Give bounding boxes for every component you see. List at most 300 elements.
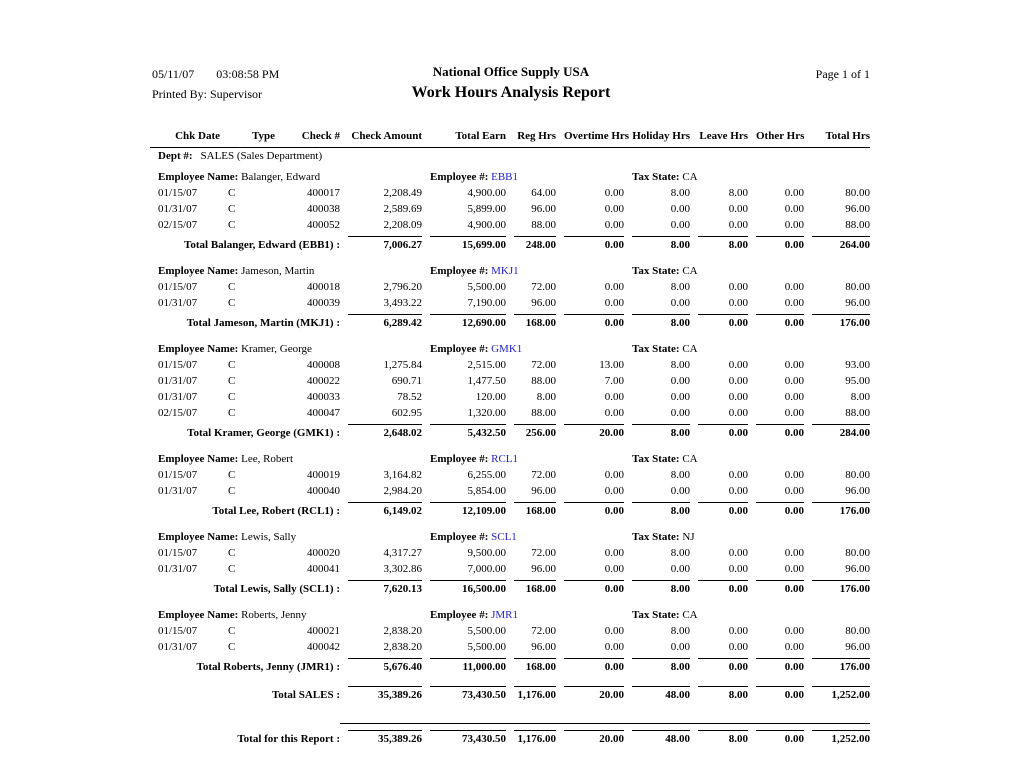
spacer-row (150, 519, 870, 527)
employee-name-label: Employee Name: (158, 171, 239, 183)
employee-name-value: Kramer, George (238, 343, 312, 355)
cell-total-hrs (804, 655, 870, 675)
tax-state-value: CA (679, 609, 698, 621)
cell-holiday-hrs: 0.00 (670, 641, 690, 653)
spacer-cell (150, 703, 870, 721)
employee-number-value[interactable]: GMK1 (488, 343, 523, 355)
cell-reg-hrs: 8.00 (536, 391, 556, 403)
column-header-overtime-hrs (556, 128, 630, 148)
check-row (150, 373, 870, 389)
cell-other-hrs: 0.00 (784, 641, 804, 653)
cell-overtime-hrs (556, 499, 624, 519)
cell-reg-hrs (506, 499, 556, 519)
total-value: 8.00 (632, 580, 690, 596)
cell-chk-date: 01/15/07 (158, 547, 198, 559)
cell-check-amount (340, 233, 422, 253)
total-value: 0.00 (698, 658, 748, 674)
employee-number-value[interactable]: RCL1 (488, 453, 519, 465)
cell-type: C (228, 407, 236, 419)
cell-check-number: 400019 (307, 469, 340, 481)
employee-total-label: Total Balanger, Edward (EBB1) : (184, 239, 340, 251)
cell-other-hrs (748, 683, 804, 703)
total-value: 73,430.50 (430, 730, 506, 746)
cell-reg-hrs: 96.00 (531, 297, 556, 309)
total-value: 0.00 (564, 580, 624, 596)
cell-other-hrs (748, 727, 804, 747)
total-value: 0.00 (756, 314, 804, 330)
employee-number-value[interactable]: JMR1 (488, 609, 519, 621)
employee-number-cell (422, 605, 624, 623)
tax-state-cell (624, 449, 870, 467)
employee-number-label: Employee #: (430, 171, 489, 183)
column-header-check-amount (340, 128, 422, 148)
total-value: 1,176.00 (514, 730, 556, 746)
cell-total-hrs (804, 421, 870, 441)
printed-by: Printed By: Supervisor (152, 87, 262, 101)
spacer-row (150, 675, 870, 683)
print-date: 05/11/07 (152, 67, 195, 81)
cell-type: C (228, 469, 236, 481)
cell-total-hrs (804, 727, 870, 747)
check-row (150, 639, 870, 655)
cell-leave-hrs (690, 727, 748, 747)
cell-leave-hrs: 0.00 (728, 359, 748, 371)
employee-header-row (150, 605, 870, 623)
total-value: 0.00 (698, 580, 748, 596)
employee-name-value: Lee, Robert (238, 453, 294, 465)
total-value: 176.00 (812, 580, 870, 596)
cell-leave-hrs: 0.00 (728, 625, 748, 637)
total-value: 0.00 (756, 658, 804, 674)
employee-name-label: Employee Name: (158, 453, 239, 465)
total-value: 1,176.00 (514, 686, 556, 702)
cell-holiday-hrs (624, 311, 690, 331)
cell-check-amount (340, 655, 422, 675)
cell-holiday-hrs (624, 421, 690, 441)
cell-overtime-hrs: 0.00 (604, 281, 624, 293)
cell-check-amount: 2,838.20 (383, 641, 422, 653)
cell-total-earn: 120.00 (475, 391, 506, 403)
cell-leave-hrs: 0.00 (728, 281, 748, 293)
employee-name-cell (150, 261, 422, 279)
employee-total-label: Total Roberts, Jenny (JMR1) : (196, 661, 340, 673)
tax-state-label: Tax State: (632, 265, 680, 277)
check-row (150, 295, 870, 311)
column-header-label: Total Hrs (825, 130, 870, 142)
cell-chk-date: 01/31/07 (158, 203, 198, 215)
cell-total-hrs: 80.00 (845, 281, 870, 293)
total-value: 8.00 (632, 502, 690, 518)
sales-total-label: Total SALES : (271, 689, 340, 701)
cell-other-hrs: 0.00 (784, 563, 804, 575)
employee-name-cell (150, 167, 422, 185)
cell-chk-date: 01/31/07 (158, 641, 198, 653)
column-header-label: Chk Date (175, 130, 220, 142)
cell-reg-hrs (506, 577, 556, 597)
cell-check-number: 400020 (307, 547, 340, 559)
cell-total-earn (422, 499, 506, 519)
cell-overtime-hrs: 0.00 (604, 187, 624, 199)
cell-total-hrs: 93.00 (845, 359, 870, 371)
total-value: 20.00 (564, 424, 624, 440)
cell-check-amount: 1,275.84 (383, 359, 422, 371)
cell-holiday-hrs: 8.00 (670, 281, 690, 293)
cell-other-hrs: 0.00 (784, 485, 804, 497)
total-value: 168.00 (514, 580, 556, 596)
cell-check-amount: 690.71 (391, 375, 422, 387)
cell-check-amount: 2,796.20 (383, 281, 422, 293)
cell-other-hrs: 0.00 (784, 203, 804, 215)
cell-overtime-hrs: 0.00 (604, 563, 624, 575)
cell-overtime-hrs: 0.00 (604, 625, 624, 637)
cell-check-number: 400042 (307, 641, 340, 653)
cell-reg-hrs (506, 727, 556, 747)
cell-holiday-hrs: 0.00 (670, 391, 690, 403)
cell-chk-date: 01/31/07 (158, 563, 198, 575)
cell-type: C (228, 625, 236, 637)
cell-overtime-hrs (556, 233, 624, 253)
total-value: 0.00 (756, 424, 804, 440)
cell-leave-hrs: 0.00 (728, 297, 748, 309)
total-value: 6,289.42 (348, 314, 422, 330)
total-value: 5,676.40 (348, 658, 422, 674)
employee-name-value: Lewis, Sally (238, 531, 297, 543)
total-value: 8.00 (632, 658, 690, 674)
cell-chk-date: 01/15/07 (158, 625, 198, 637)
cell-holiday-hrs (624, 683, 690, 703)
cell-check-number: 400008 (307, 359, 340, 371)
cell-total-earn: 7,000.00 (467, 563, 506, 575)
cell-check-amount: 2,984.20 (383, 485, 422, 497)
cell-reg-hrs: 96.00 (531, 563, 556, 575)
cell-overtime-hrs: 7.00 (604, 375, 624, 387)
total-value: 0.00 (564, 658, 624, 674)
cell-leave-hrs: 0.00 (728, 391, 748, 403)
total-value: 8.00 (632, 236, 690, 252)
column-header-total-hrs (804, 128, 870, 148)
cell-check-amount: 2,838.20 (383, 625, 422, 637)
cell-holiday-hrs (624, 499, 690, 519)
total-value: 11,000.00 (430, 658, 506, 674)
cell-other-hrs: 0.00 (784, 547, 804, 559)
cell-overtime-hrs: 0.00 (604, 203, 624, 215)
cell-total-earn (422, 233, 506, 253)
column-header-chk-date (150, 128, 220, 148)
total-value: 0.00 (698, 502, 748, 518)
spacer-row (150, 253, 870, 261)
total-value: 0.00 (698, 424, 748, 440)
cell-leave-hrs: 8.00 (728, 187, 748, 199)
check-row (150, 405, 870, 421)
employee-total-row (150, 577, 870, 597)
cell-leave-hrs (690, 655, 748, 675)
total-value: 12,109.00 (430, 502, 506, 518)
dept-row (150, 148, 870, 165)
check-row (150, 279, 870, 295)
column-header-type (220, 128, 275, 148)
employee-name-label: Employee Name: (158, 609, 239, 621)
cell-check-number: 400033 (307, 391, 340, 403)
cell-other-hrs: 0.00 (784, 625, 804, 637)
cell-holiday-hrs: 8.00 (670, 547, 690, 559)
spacer-cell (150, 675, 870, 683)
total-value: 0.00 (564, 236, 624, 252)
cell-holiday-hrs: 0.00 (670, 485, 690, 497)
report-total-label: Total for this Report : (237, 733, 340, 745)
cell-other-hrs: 0.00 (784, 281, 804, 293)
cell-check-amount (340, 499, 422, 519)
cell-holiday-hrs: 0.00 (670, 375, 690, 387)
total-value: 48.00 (632, 730, 690, 746)
cell-leave-hrs: 0.00 (728, 407, 748, 419)
total-value: 15,699.00 (430, 236, 506, 252)
column-header-label: Check # (301, 130, 340, 142)
total-value: 168.00 (514, 658, 556, 674)
cell-type: C (228, 547, 236, 559)
total-value: 264.00 (812, 236, 870, 252)
total-value: 0.00 (756, 686, 804, 702)
cell-reg-hrs: 96.00 (531, 641, 556, 653)
employee-number-label: Employee #: (430, 609, 489, 621)
check-row (150, 467, 870, 483)
cell-check-amount: 4,317.27 (383, 547, 422, 559)
check-row (150, 623, 870, 639)
employee-number-cell (422, 339, 624, 357)
cell-total-earn: 6,255.00 (467, 469, 506, 481)
cell-chk-date: 02/15/07 (158, 219, 198, 231)
check-row (150, 483, 870, 499)
cell-total-hrs: 8.00 (850, 391, 870, 403)
cell-holiday-hrs: 8.00 (670, 469, 690, 481)
cell-reg-hrs: 96.00 (531, 485, 556, 497)
employee-name-cell (150, 449, 422, 467)
cell-check-number: 400039 (307, 297, 340, 309)
total-value: 0.00 (698, 314, 748, 330)
total-value: 248.00 (514, 236, 556, 252)
employee-total-row (150, 311, 870, 331)
cell-overtime-hrs (556, 655, 624, 675)
employee-total-row (150, 655, 870, 675)
cell-holiday-hrs (624, 577, 690, 597)
tax-state-label: Tax State: (632, 171, 680, 183)
cell-total-hrs: 88.00 (845, 219, 870, 231)
cell-overtime-hrs: 0.00 (604, 485, 624, 497)
cell-overtime-hrs: 0.00 (604, 391, 624, 403)
total-value: 7,620.13 (348, 580, 422, 596)
cell-overtime-hrs: 0.00 (604, 641, 624, 653)
spacer-cell (150, 253, 870, 261)
cell-other-hrs (748, 655, 804, 675)
cell-total-earn: 9,500.00 (467, 547, 506, 559)
cell-check-number: 400040 (307, 485, 340, 497)
spacer-row (150, 703, 870, 721)
cell-chk-date: 01/15/07 (158, 281, 198, 293)
total-value: 20.00 (564, 686, 624, 702)
cell-reg-hrs (506, 421, 556, 441)
total-value: 0.00 (564, 502, 624, 518)
cell-reg-hrs: 88.00 (531, 219, 556, 231)
cell-leave-hrs (690, 577, 748, 597)
employee-number-value[interactable]: SCL1 (488, 531, 517, 543)
cell-check-number: 400018 (307, 281, 340, 293)
cell-total-earn: 1,477.50 (467, 375, 506, 387)
cell-holiday-hrs (624, 233, 690, 253)
cell-check-number: 400017 (307, 187, 340, 199)
cell-holiday-hrs: 0.00 (670, 297, 690, 309)
cell-overtime-hrs (556, 683, 624, 703)
employee-number-value[interactable]: EBB1 (488, 171, 519, 183)
total-value: 8.00 (632, 424, 690, 440)
cell-chk-date: 01/31/07 (158, 375, 198, 387)
column-header-label: Check Amount (351, 130, 422, 142)
cell-leave-hrs: 0.00 (728, 375, 748, 387)
dept-value: SALES (Sales Department) (200, 150, 323, 162)
cell-reg-hrs: 72.00 (531, 359, 556, 371)
cell-reg-hrs: 72.00 (531, 547, 556, 559)
tax-state-cell (624, 167, 870, 185)
report-title: Work Hours Analysis Report (411, 84, 611, 101)
cell-check-amount: 3,493.22 (383, 297, 422, 309)
cell-total-earn: 5,500.00 (467, 625, 506, 637)
total-value: 0.00 (756, 236, 804, 252)
cell-check-number: 400052 (307, 219, 340, 231)
cell-check-amount: 3,164.82 (383, 469, 422, 481)
tax-state-label: Tax State: (632, 531, 680, 543)
cell-total-earn: 4,900.00 (467, 219, 506, 231)
cell-chk-date: 01/15/07 (158, 469, 198, 481)
work-hours-report (150, 62, 872, 747)
cell-check-amount: 2,208.09 (383, 219, 422, 231)
check-row (150, 545, 870, 561)
cell-check-amount: 3,302.86 (383, 563, 422, 575)
cell-overtime-hrs: 13.00 (599, 359, 624, 371)
cell-check-amount: 2,208.49 (383, 187, 422, 199)
column-header-label: Reg Hrs (517, 130, 556, 142)
column-header-holiday-hrs (624, 128, 690, 148)
spacer-row (150, 597, 870, 605)
total-value: 0.00 (756, 502, 804, 518)
total-value: 73,430.50 (430, 686, 506, 702)
total-value: 0.00 (564, 314, 624, 330)
cell-other-hrs: 0.00 (784, 219, 804, 231)
cell-leave-hrs (690, 499, 748, 519)
tax-state-label: Tax State: (632, 609, 680, 621)
cell-overtime-hrs (556, 727, 624, 747)
cell-reg-hrs: 64.00 (531, 187, 556, 199)
total-value: 0.00 (756, 580, 804, 596)
employee-total-label: Total Lee, Robert (RCL1) : (212, 505, 340, 517)
cell-check-number: 400038 (307, 203, 340, 215)
cell-reg-hrs: 72.00 (531, 469, 556, 481)
cell-total-hrs: 96.00 (845, 297, 870, 309)
cell-reg-hrs: 96.00 (531, 203, 556, 215)
cell-check-amount: 2,589.69 (383, 203, 422, 215)
cell-total-hrs (804, 233, 870, 253)
cell-reg-hrs: 72.00 (531, 281, 556, 293)
cell-overtime-hrs: 0.00 (604, 547, 624, 559)
column-header-label: Leave Hrs (699, 130, 748, 142)
cell-type: C (228, 563, 236, 575)
total-value: 35,389.26 (348, 686, 422, 702)
tax-state-value: CA (679, 171, 698, 183)
column-header-reg-hrs (506, 128, 556, 148)
cell-overtime-hrs: 0.00 (604, 469, 624, 481)
employee-total-row (150, 421, 870, 441)
cell-reg-hrs (506, 311, 556, 331)
column-header-label: Total Earn (455, 130, 506, 142)
employee-number-label: Employee #: (430, 343, 489, 355)
cell-reg-hrs: 72.00 (531, 625, 556, 637)
cell-total-hrs: 80.00 (845, 547, 870, 559)
employee-number-value[interactable]: MKJ1 (488, 265, 519, 277)
header-center (150, 64, 872, 102)
check-row (150, 217, 870, 233)
check-row (150, 201, 870, 217)
cell-total-earn (422, 727, 506, 747)
spacer-row (150, 441, 870, 449)
cell-check-amount (340, 311, 422, 331)
cell-total-hrs (804, 577, 870, 597)
total-value: 5,432.50 (430, 424, 506, 440)
cell-reg-hrs: 88.00 (531, 407, 556, 419)
check-row (150, 389, 870, 405)
cell-reg-hrs (506, 655, 556, 675)
total-value: 8.00 (698, 236, 748, 252)
cell-other-hrs (748, 233, 804, 253)
column-header-total-earn (422, 128, 506, 148)
cell-overtime-hrs: 0.00 (604, 407, 624, 419)
cell-holiday-hrs: 0.00 (670, 219, 690, 231)
cell-total-hrs: 95.00 (845, 375, 870, 387)
column-header-label: Overtime Hrs (564, 130, 630, 142)
total-value: 168.00 (514, 314, 556, 330)
total-value: 12,690.00 (430, 314, 506, 330)
cell-leave-hrs: 0.00 (728, 547, 748, 559)
cell-total-hrs: 88.00 (845, 407, 870, 419)
total-value: 35,389.26 (348, 730, 422, 746)
cell-other-hrs: 0.00 (784, 407, 804, 419)
cell-leave-hrs (690, 421, 748, 441)
page-number: Page 1 of 1 (815, 67, 870, 81)
column-header-label: Other Hrs (756, 130, 805, 142)
cell-type: C (228, 219, 236, 231)
cell-chk-date: 01/31/07 (158, 485, 198, 497)
dept-label: Dept #: (158, 150, 193, 162)
employee-name-value: Roberts, Jenny (238, 609, 307, 621)
employee-total-row (150, 499, 870, 519)
cell-leave-hrs (690, 233, 748, 253)
cell-type: C (228, 359, 236, 371)
cell-total-hrs: 96.00 (845, 563, 870, 575)
employee-name-label: Employee Name: (158, 531, 239, 543)
cell-type: C (228, 391, 236, 403)
cell-overtime-hrs (556, 577, 624, 597)
employee-header-row (150, 167, 870, 185)
employee-number-cell (422, 449, 624, 467)
cell-holiday-hrs: 0.00 (670, 563, 690, 575)
employee-total-label: Total Lewis, Sally (SCL1) : (213, 583, 340, 595)
cell-other-hrs (748, 577, 804, 597)
company-name: National Office Supply USA (432, 64, 590, 79)
employee-header-row (150, 339, 870, 357)
cell-chk-date: 01/31/07 (158, 391, 198, 403)
cell-other-hrs (748, 421, 804, 441)
cell-total-hrs: 80.00 (845, 187, 870, 199)
total-value: 256.00 (514, 424, 556, 440)
tax-state-value: CA (679, 265, 698, 277)
total-value: 168.00 (514, 502, 556, 518)
employee-name-cell (150, 339, 422, 357)
